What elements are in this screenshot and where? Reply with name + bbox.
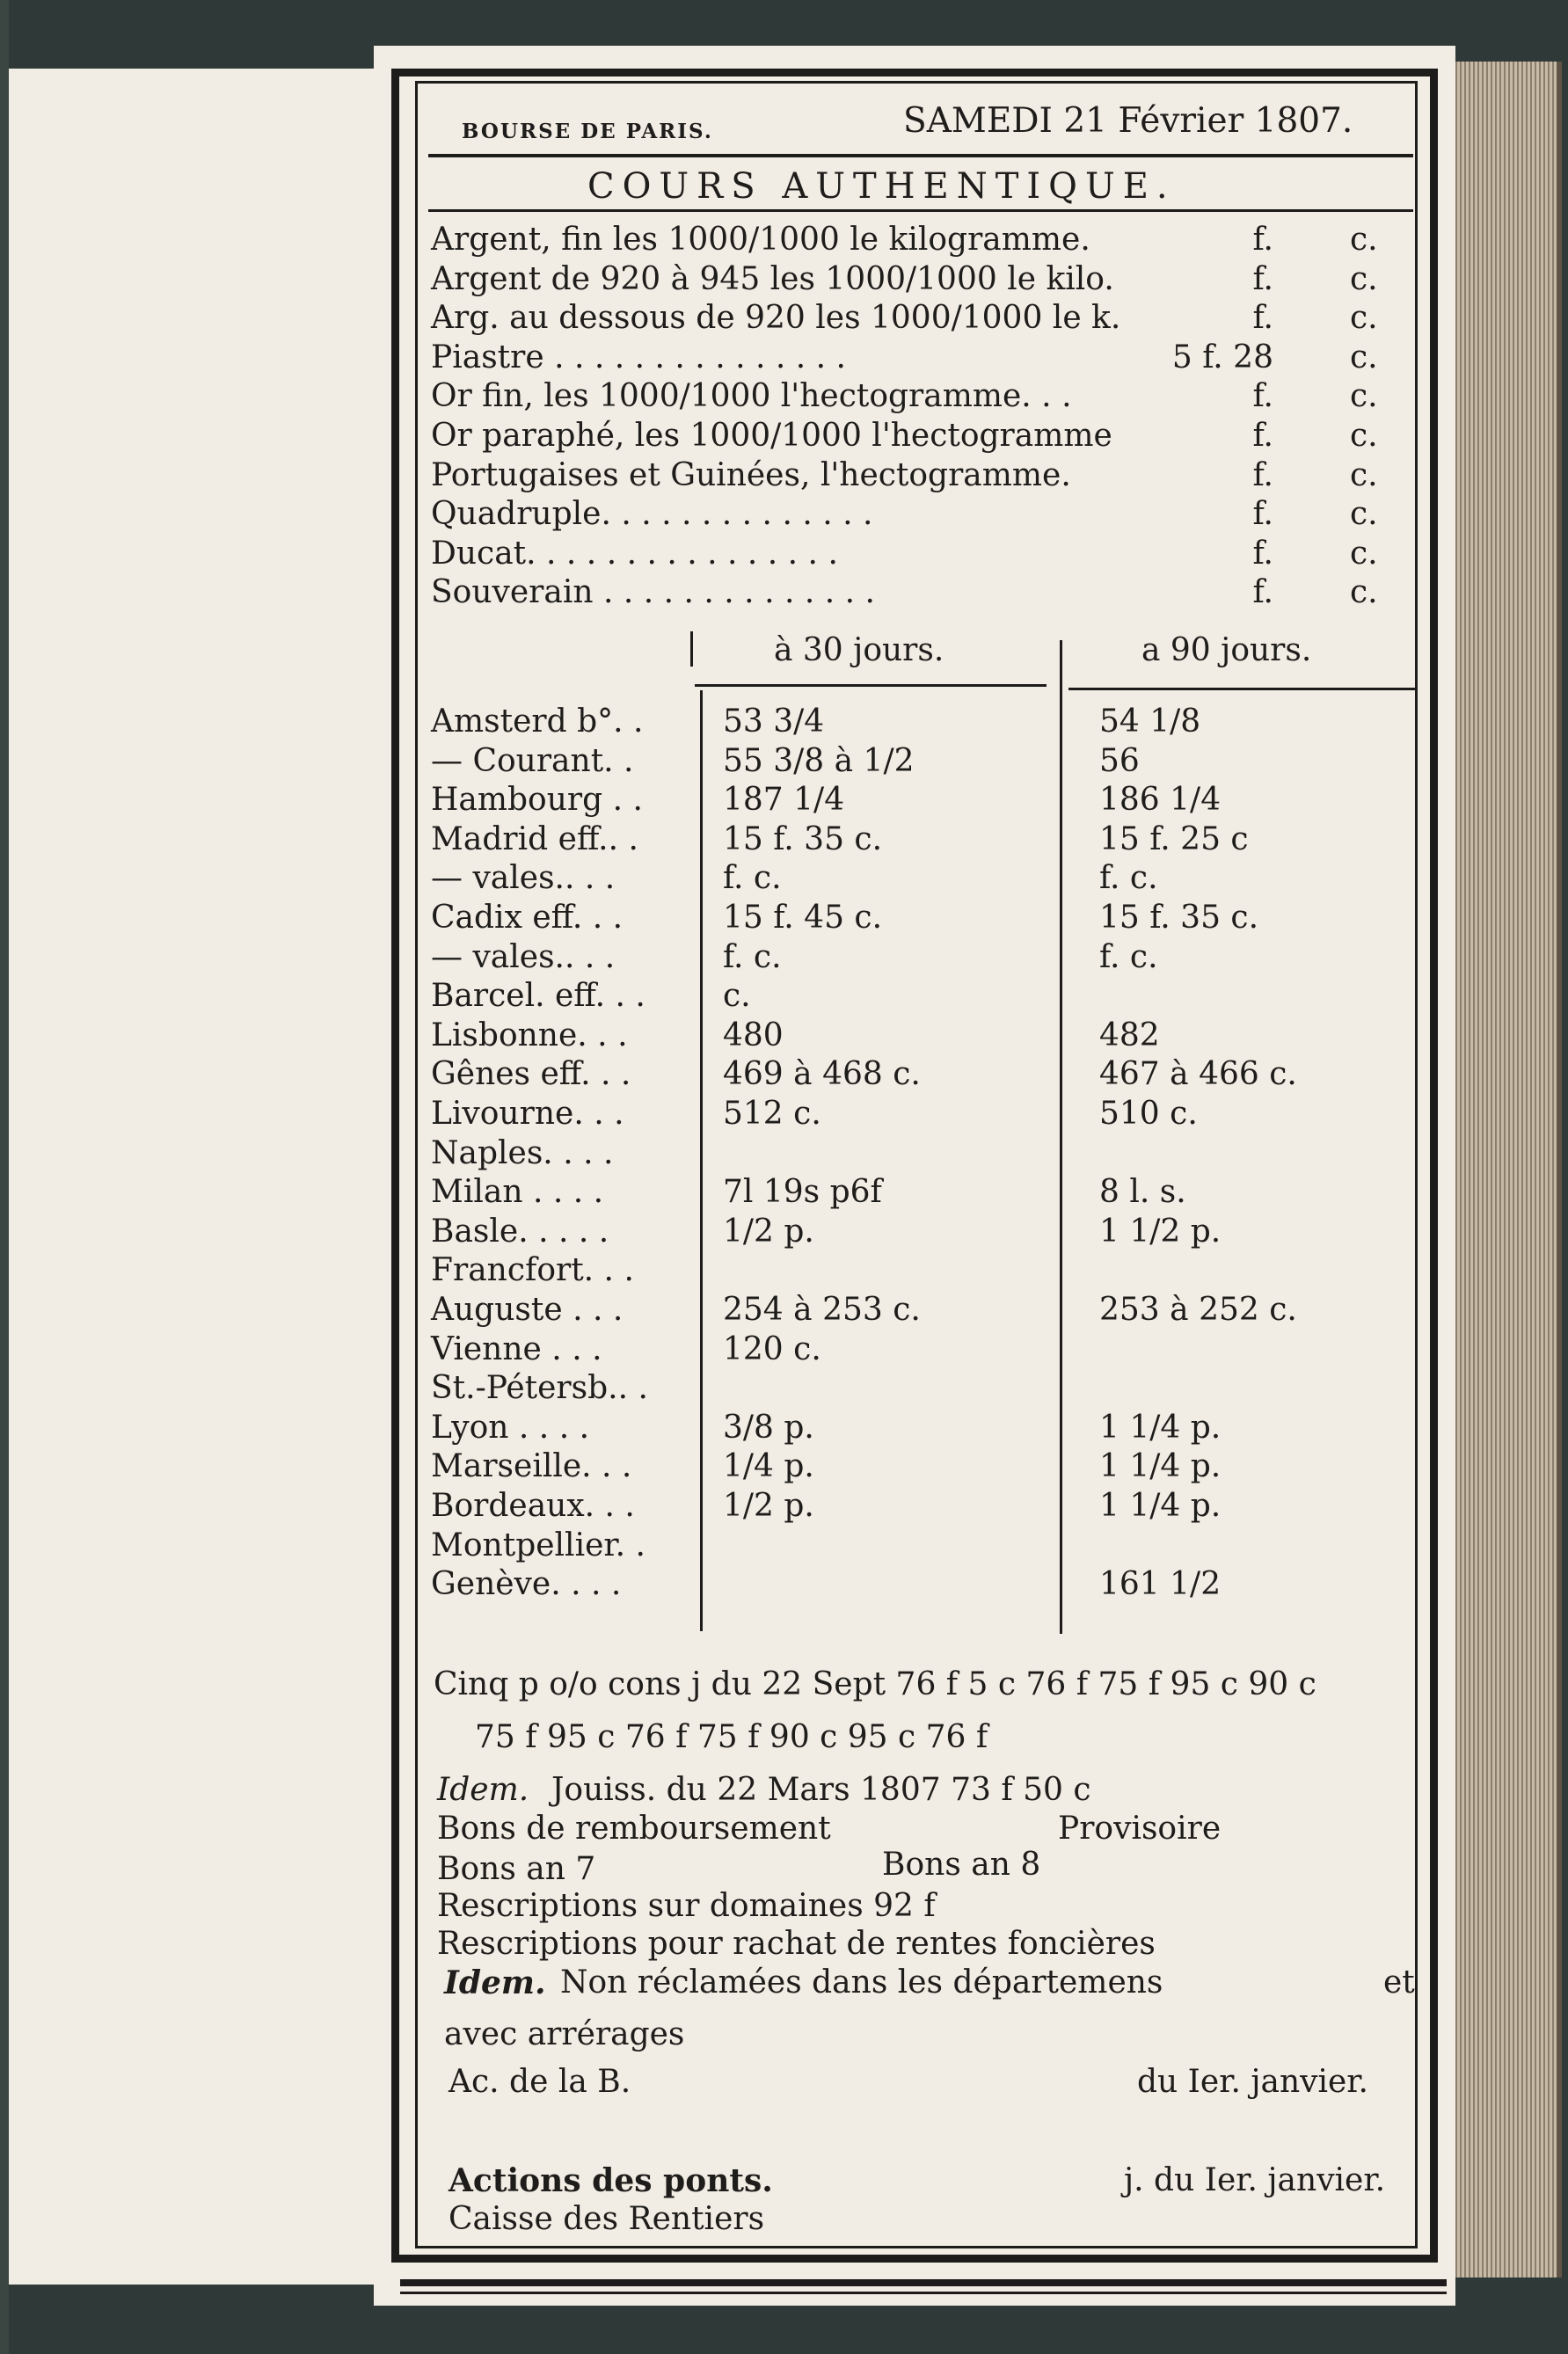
- col-divider-top-left: [690, 631, 693, 667]
- rate-30-days: c.: [723, 978, 751, 1014]
- idem-label: Idem.: [437, 1772, 529, 1808]
- non-reclamees: Non réclamées dans les départemens: [560, 1964, 1163, 2001]
- rate-90-days: f. c.: [1099, 939, 1158, 975]
- bottom-rule: [400, 2279, 1447, 2286]
- metal-francs: f.: [1252, 418, 1273, 454]
- actions-banque: Ac. de la B.: [449, 2064, 631, 2100]
- rescriptions-rachat: Rescriptions pour rachat de rentes foncières: [437, 1926, 1156, 1962]
- metal-centimes: c.: [1350, 457, 1378, 493]
- rate-90-days: 1 1/4 p.: [1099, 1448, 1222, 1484]
- metal-label: Arg. au dessous de 920 les 1000/1000 le k.: [431, 300, 1121, 336]
- title-rule: [428, 209, 1413, 212]
- rate-90-days: 1 1/4 p.: [1099, 1410, 1222, 1446]
- rate-30-days: 53 3/4: [723, 703, 825, 740]
- left-blank-page: [9, 69, 389, 2285]
- rate-30-days: 1/2 p.: [723, 1488, 814, 1524]
- et: et: [1383, 1964, 1415, 2001]
- exchange-place: Basle. . . . .: [431, 1213, 609, 1250]
- rate-30-days: 15 f. 45 c.: [723, 900, 883, 936]
- metal-label: Or paraphé, les 1000/1000 l'hectogramme: [431, 418, 1112, 454]
- col-divider-middle: [1060, 640, 1062, 1634]
- metal-label: Argent de 920 à 945 les 1000/1000 le kilo.: [431, 261, 1114, 297]
- col-30-rule: [695, 684, 1047, 687]
- metal-francs: f.: [1252, 536, 1273, 572]
- cinq-pour-cent-line2: 75 f 95 c 76 f 75 f 90 c 95 c 76 f: [475, 1719, 988, 1755]
- rate-90-days: 510 c.: [1099, 1096, 1198, 1132]
- rate-30-days: 187 1/4: [723, 782, 845, 818]
- metal-label: Argent, fin les 1000/1000 le kilogramme.: [431, 222, 1090, 258]
- header-rule: [428, 154, 1413, 157]
- rate-30-days: 1/2 p.: [723, 1213, 814, 1250]
- metal-centimes: c.: [1350, 339, 1378, 375]
- rate-30-days: 254 à 253 c.: [723, 1292, 921, 1328]
- metal-francs: f.: [1252, 261, 1273, 297]
- exchange-place: — Courant. .: [431, 743, 634, 779]
- exchange-place: Vienne . . .: [431, 1331, 602, 1367]
- rate-90-days: 253 à 252 c.: [1099, 1292, 1297, 1328]
- metal-francs: f.: [1252, 300, 1273, 336]
- rate-30-days: f. c.: [723, 939, 782, 975]
- rate-90-days: 15 f. 25 c: [1099, 821, 1249, 857]
- exchange-place: — vales.. . .: [431, 939, 616, 975]
- rate-30-days: 7l 19s p6f: [723, 1174, 882, 1210]
- bons-an-8: Bons an 8: [882, 1847, 1041, 1883]
- rate-90-days: 8 l. s.: [1099, 1174, 1186, 1210]
- exchange-place: Genève. . . .: [431, 1566, 622, 1602]
- metal-centimes: c.: [1350, 496, 1378, 532]
- metal-francs: f.: [1252, 496, 1273, 532]
- cinq-pour-cent-line1: Cinq p o/o cons j du 22 Sept 76 f 5 c 76 f 75 f 95 c 90 c: [434, 1666, 1316, 1702]
- jouissance-janvier-2: j. du Ier. janvier.: [1124, 2162, 1386, 2198]
- rate-30-days: 512 c.: [723, 1096, 821, 1132]
- page-title: COURS AUTHENTIQUE.: [587, 166, 1176, 207]
- metal-label: Portugaises et Guinées, l'hectogramme.: [431, 457, 1071, 493]
- exchange-place: Hambourg . .: [431, 782, 643, 818]
- exchange-place: Amsterd b°. .: [431, 703, 644, 740]
- col-header-90-days: a 90 jours.: [1141, 632, 1312, 668]
- rate-90-days: 15 f. 35 c.: [1099, 900, 1259, 936]
- rate-30-days: 120 c.: [723, 1331, 821, 1367]
- metal-centimes: c.: [1350, 222, 1378, 258]
- rate-90-days: 1 1/2 p.: [1099, 1213, 1222, 1250]
- page-edges: [1442, 62, 1562, 2277]
- bons-an-7: Bons an 7: [437, 1851, 596, 1887]
- binding-edge: [0, 0, 9, 2354]
- caisse-des-rentiers: Caisse des Rentiers: [449, 2201, 765, 2237]
- metal-centimes: c.: [1350, 418, 1378, 454]
- metal-label: Ducat. . . . . . . . . . . . . . . .: [431, 536, 838, 572]
- metal-label: Souverain . . . . . . . . . . . . . .: [431, 574, 875, 610]
- metal-francs: f.: [1252, 378, 1273, 414]
- exchange-place: Milan . . . .: [431, 1174, 604, 1210]
- actions-des-ponts: Actions des ponts.: [449, 2162, 773, 2199]
- date-header: SAMEDI 21 Février 1807.: [903, 101, 1353, 141]
- rate-30-days: 15 f. 35 c.: [723, 821, 883, 857]
- col-90-rule: [1068, 688, 1416, 690]
- provisoire: Provisoire: [1058, 1811, 1222, 1847]
- rate-90-days: 1 1/4 p.: [1099, 1488, 1222, 1524]
- rate-90-days: 186 1/4: [1099, 782, 1222, 818]
- col-divider-left: [700, 690, 703, 1631]
- rate-30-days: f. c.: [723, 860, 782, 896]
- jouissance-janvier-1: du Ier. janvier.: [1137, 2064, 1369, 2100]
- rate-90-days: 54 1/8: [1099, 703, 1201, 740]
- exchange-place: Montpellier. .: [431, 1527, 645, 1563]
- exchange-place: Gênes eff. . .: [431, 1056, 631, 1092]
- metal-label: Piastre . . . . . . . . . . . . . . .: [431, 339, 846, 375]
- rescriptions-domaines: Rescriptions sur domaines 92 f: [437, 1888, 936, 1924]
- metal-label: Or fin, les 1000/1000 l'hectogramme. . .: [431, 378, 1072, 414]
- rate-30-days: 3/8 p.: [723, 1410, 814, 1446]
- exchange-place: Cadix eff. . .: [431, 900, 624, 936]
- idem2-label: Idem.: [444, 1964, 546, 2001]
- exchange-place: Auguste . . .: [431, 1292, 624, 1328]
- rate-90-days: 467 à 466 c.: [1099, 1056, 1297, 1092]
- metal-label: Quadruple. . . . . . . . . . . . . .: [431, 496, 873, 532]
- exchange-place: — vales.. . .: [431, 860, 616, 896]
- rate-30-days: 469 à 468 c.: [723, 1056, 921, 1092]
- rate-90-days: f. c.: [1099, 860, 1158, 896]
- rate-30-days: 55 3/8 à 1/2: [723, 743, 915, 779]
- col-header-30-days: à 30 jours.: [774, 632, 944, 668]
- metal-francs: 5 f. 28: [1171, 339, 1273, 375]
- exchange-place: Lisbonne. . .: [431, 1017, 628, 1053]
- idem-jouissance: Jouiss. du 22 Mars 1807 73 f 50 c: [551, 1772, 1091, 1808]
- exchange-place: Marseille. . .: [431, 1448, 632, 1484]
- exchange-place: Naples. . . .: [431, 1135, 614, 1171]
- metal-francs: f.: [1252, 574, 1273, 610]
- metal-centimes: c.: [1350, 536, 1378, 572]
- rate-30-days: 480: [723, 1017, 784, 1053]
- exchange-place: Madrid eff.. .: [431, 821, 638, 857]
- exchange-place: Bordeaux. . .: [431, 1488, 635, 1524]
- exchange-place: Francfort. . .: [431, 1252, 634, 1288]
- metal-centimes: c.: [1350, 300, 1378, 336]
- exchange-place: Barcel. eff. . .: [431, 978, 645, 1014]
- exchange-place: Livourne. . .: [431, 1096, 624, 1132]
- rate-90-days: 161 1/2: [1099, 1566, 1222, 1602]
- exchange-place: Lyon . . . .: [431, 1410, 590, 1446]
- metal-francs: f.: [1252, 222, 1273, 258]
- exchange-place: St.-Pétersb.. .: [431, 1370, 648, 1406]
- metal-francs: f.: [1252, 457, 1273, 493]
- bottom-rule-thin: [400, 2292, 1447, 2294]
- rate-30-days: 1/4 p.: [723, 1448, 814, 1484]
- metal-centimes: c.: [1350, 574, 1378, 610]
- avec-arrerages: avec arrérages: [444, 2016, 685, 2052]
- metal-centimes: c.: [1350, 261, 1378, 297]
- bons-remboursement: Bons de remboursement: [437, 1811, 831, 1847]
- rate-90-days: 56: [1099, 743, 1140, 779]
- metal-centimes: c.: [1350, 378, 1378, 414]
- bourse-header: BOURSE DE PARIS.: [462, 120, 713, 143]
- rate-90-days: 482: [1099, 1017, 1160, 1053]
